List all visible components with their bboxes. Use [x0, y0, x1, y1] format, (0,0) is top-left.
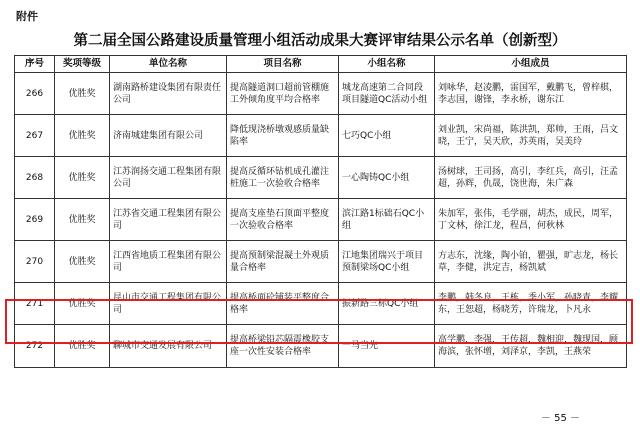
cell-award: 优胜奖	[55, 157, 110, 199]
cell-award: 优胜奖	[55, 325, 110, 368]
cell-no: 272	[15, 325, 55, 368]
table-row	[15, 325, 627, 368]
cell-project: 提高预制梁混凝土外观质量合格率	[227, 241, 339, 283]
table-row	[15, 157, 627, 199]
cell-members: 高学鹏，李强，王传超，魏相迎，魏现国，顾海滨，张怀增，刘泽京，李凯，王燕荣	[435, 325, 627, 368]
results-table	[14, 55, 627, 368]
cell-group: 城龙高速第二合同段项目隧道QC活动小组	[339, 73, 435, 115]
cell-unit: 江西省地质工程集团有限公司	[110, 241, 227, 283]
cell-project: 提高桥面砼铺装平整度合格率	[227, 283, 339, 325]
cell-members: 李鹏，韩冬良，王栋，季小军，孙晓青，李耀东，王恕超，杨晓芳，许瑞龙，卜凡永	[435, 283, 627, 325]
cell-project: 提高隧道洞口超前管棚施工外倾角度平均合格率	[227, 73, 339, 115]
cell-group: 一马当先	[339, 325, 435, 368]
cell-project: 提高支座垫石顶面平整度一次验收合格率	[227, 199, 339, 241]
table-header-row	[15, 56, 627, 73]
cell-group: 滨江路1标础石QC小组	[339, 199, 435, 241]
cell-members: 方志东，沈缘，陶小铂，瞿强，旷志龙，杨长草，李健，洪定吉，杨凯斌	[435, 241, 627, 283]
cell-group: 江地集团瑞兴于项目预制梁场QC小组	[339, 241, 435, 283]
table-row	[15, 115, 627, 157]
header-members: 小组成员	[435, 56, 627, 73]
cell-project: 提高桥梁铅芯隔震橡胶支座一次性安装合格率	[227, 325, 339, 368]
header-group: 小组名称	[339, 56, 435, 73]
page-number: － 55 －	[540, 413, 580, 424]
cell-unit: 聊城市交通发展有限公司	[110, 325, 227, 368]
cell-unit: 江苏润扬交通工程集团有限公司	[110, 157, 227, 199]
header-project: 项目名称	[227, 56, 339, 73]
cell-no: 270	[15, 241, 55, 283]
cell-group: 一心陶铸QC小组	[339, 157, 435, 199]
cell-project: 降低现浇桥墩观感质量缺陷率	[227, 115, 339, 157]
cell-members: 朱加军，张伟，毛学丽，胡杰，成民，周军，丁文林，徐江龙，程昌，何秋林	[435, 199, 627, 241]
table-row	[15, 241, 627, 283]
cell-award: 优胜奖	[55, 73, 110, 115]
cell-members: 刘咏华，赵凌鹏，雷国军，戴鹏飞，曾梓棋，李志国，谢锋，李永桥，谢东江	[435, 73, 627, 115]
cell-award: 优胜奖	[55, 199, 110, 241]
cell-unit: 昆山市交通工程集团有限公司	[110, 283, 227, 325]
cell-members: 汤树球，王司扬，高引，李红兵，高引，汪孟超，孙辉，仇晟，饶世海，朱广森	[435, 157, 627, 199]
cell-group: 七巧QC小组	[339, 115, 435, 157]
cell-unit: 湖南路桥建设集团有限责任公司	[110, 73, 227, 115]
cell-unit: 济南城建集团有限公司	[110, 115, 227, 157]
cell-award: 优胜奖	[55, 115, 110, 157]
cell-award: 优胜奖	[55, 283, 110, 325]
document-title: 第二届全国公路建设质量管理小组活动成果大赛评审结果公示名单（创新型）	[73, 33, 567, 49]
cell-no: 266	[15, 73, 55, 115]
cell-members: 刘业凯，宋尚福，陈洪凯，郑帅，王雨，吕文晓，王宁，吴天欣，苏英雨，吴美玲	[435, 115, 627, 157]
table-row	[15, 73, 627, 115]
cell-no: 268	[15, 157, 55, 199]
table-row	[15, 199, 627, 241]
cell-no: 271	[15, 283, 55, 325]
cell-unit: 江苏省交通工程集团有限公司	[110, 199, 227, 241]
cell-no: 267	[15, 115, 55, 157]
cell-project: 提高反循环钻机成孔灌注桩施工一次验收合格率	[227, 157, 339, 199]
cell-group: 振新路三标QC小组	[339, 283, 435, 325]
cell-no: 269	[15, 199, 55, 241]
header-award: 奖项等级	[55, 56, 110, 73]
header-unit: 单位名称	[110, 56, 227, 73]
cell-award: 优胜奖	[55, 241, 110, 283]
attachment-label: 附件	[16, 10, 38, 23]
table-row-highlighted	[15, 283, 627, 325]
header-no: 序号	[15, 56, 55, 73]
